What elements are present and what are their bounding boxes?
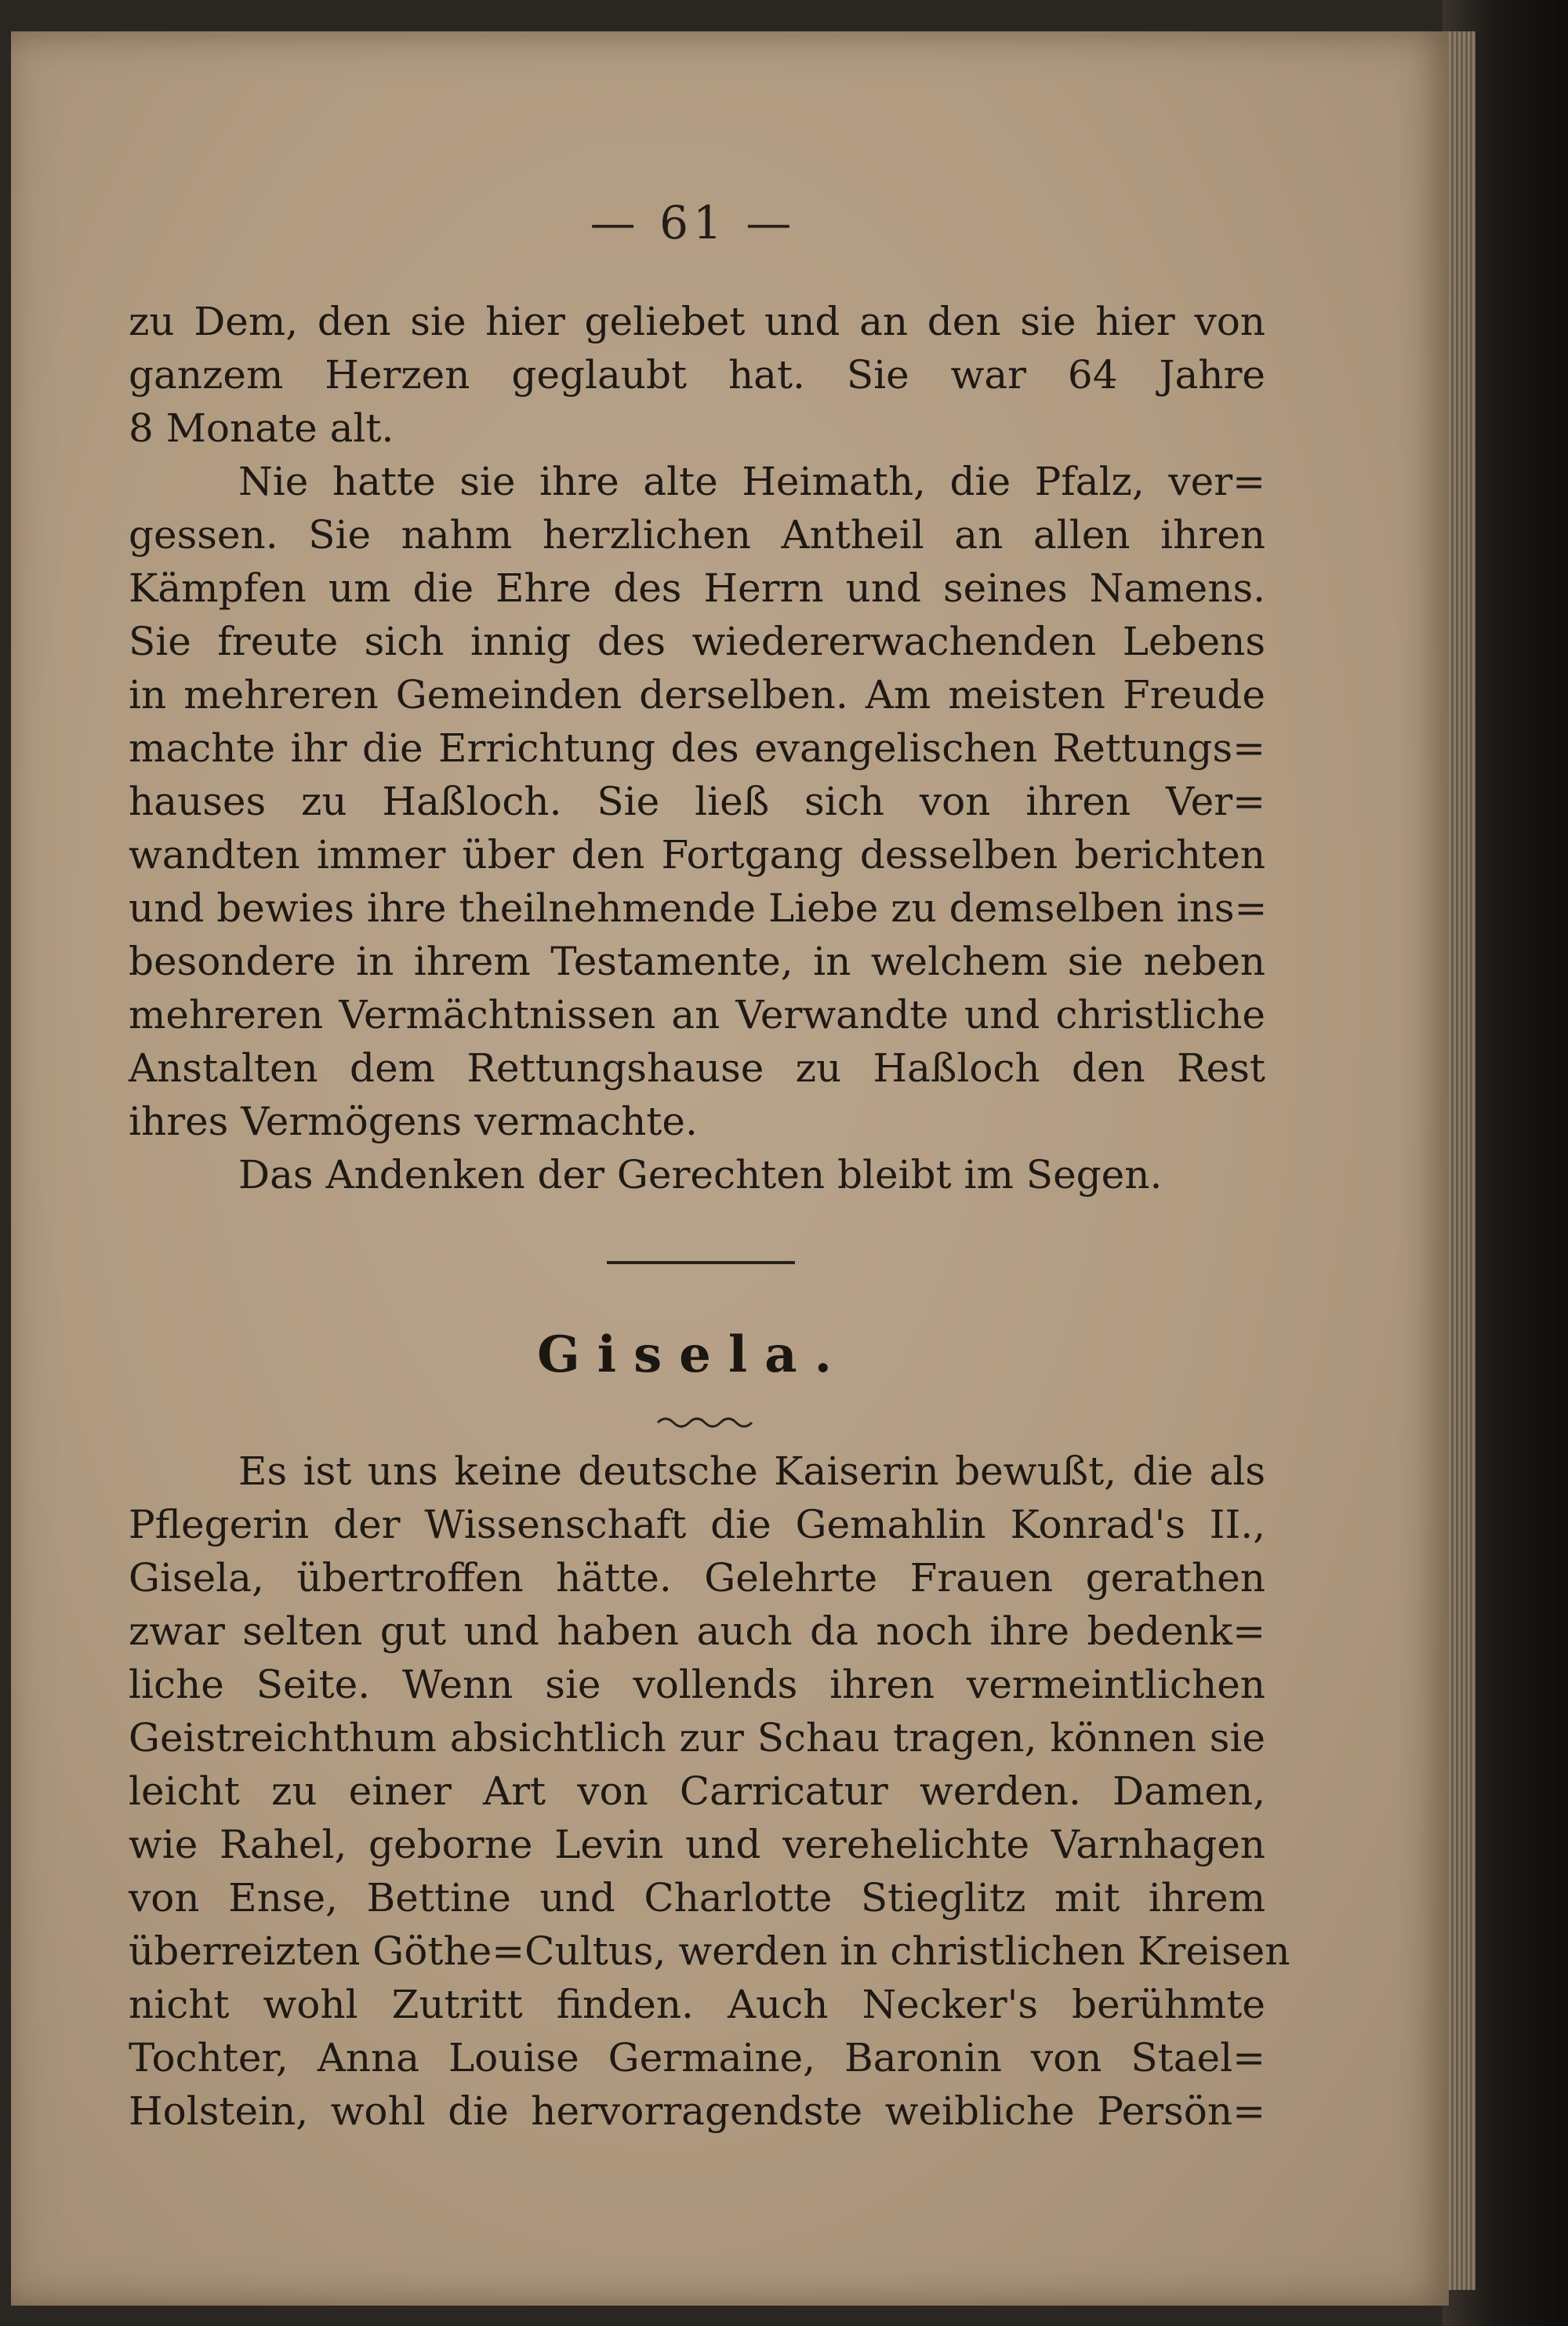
book-page xyxy=(11,31,1449,2306)
text-line: besondere in ihrem Testamente, in welchem sie neben xyxy=(129,939,1265,984)
text-line: Nie hatte sie ihre alte Heimath, die Pfalz, ver= xyxy=(238,459,1265,504)
text-line: machte ihr die Errichtung des evangelischen Rettungs= xyxy=(129,725,1265,771)
text-block-top xyxy=(129,295,1268,1201)
page-stack-edge xyxy=(1444,31,1475,2290)
text-line: ganzem Herzen geglaubt hat. Sie war 64 Jahre xyxy=(129,352,1265,398)
text-line: liche Seite. Wenn sie vollends ihren vermeintlichen xyxy=(129,1662,1265,1707)
text-line: Anstalten dem Rettungshause zu Haßloch den Rest xyxy=(129,1045,1265,1091)
text-line: hauses zu Haßloch. Sie ließ sich von ihren Ver= xyxy=(129,779,1265,824)
text-line: wie Rahel, geborne Levin und verehelichte Varnhagen xyxy=(129,1822,1265,1867)
text-line: Sie freute sich innig des wiedererwachenden Lebens xyxy=(129,619,1265,664)
wavy-ornament-icon xyxy=(654,1413,756,1432)
text-line: zu Dem, den sie hier geliebet und an den sie hier von xyxy=(129,299,1265,344)
text-line: ihres Vermögens vermachte. xyxy=(129,1099,698,1144)
text-line: Geistreichthum absichtlich zur Schau tragen, können sie xyxy=(129,1715,1265,1761)
section-divider xyxy=(607,1261,795,1264)
text-line: leicht zu einer Art von Carricatur werden. Damen, xyxy=(129,1768,1265,1814)
page-number: — 61 — xyxy=(590,196,797,249)
text-line: und bewies ihre theilnehmende Liebe zu demselben ins= xyxy=(129,885,1268,931)
text-line: gessen. Sie nahm herzlichen Antheil an allen ihren xyxy=(129,512,1265,558)
text-line: in mehreren Gemeinden derselben. Am meisten Freude xyxy=(129,672,1265,718)
text-line: Gisela, übertroffen hätte. Gelehrte Frauen gerathen xyxy=(129,1555,1265,1601)
text-line: zwar selten gut und haben auch da noch ihre bedenk= xyxy=(129,1608,1265,1654)
text-line: wandten immer über den Fortgang desselben berichten xyxy=(129,832,1265,878)
section-title: Gisela. xyxy=(537,1325,849,1384)
text-line: 8 Monate alt. xyxy=(129,405,394,451)
text-block-bottom xyxy=(129,1445,1290,2138)
text-line: Pflegerin der Wissenschaft die Gemahlin Konrad's II., xyxy=(129,1502,1265,1547)
text-line: Es ist uns keine deutsche Kaiserin bewußt, die als xyxy=(238,1448,1265,1494)
text-line: Tochter, Anna Louise Germaine, Baronin von Stael= xyxy=(129,2035,1265,2081)
text-line: überreizten Göthe=Cultus, werden in christlichen Kreisen xyxy=(129,1928,1290,1974)
text-line: Das Andenken der Gerechten bleibt im Segen. xyxy=(238,1152,1163,1198)
text-line: von Ense, Bettine und Charlotte Stieglitz mit ihrem xyxy=(129,1875,1265,1921)
text-line: Kämpfen um die Ehre des Herrn und seines Namens. xyxy=(129,565,1265,611)
text-line: mehreren Vermächtnissen an Verwandte und christliche xyxy=(129,992,1265,1038)
text-line: nicht wohl Zutritt finden. Auch Necker's berühmte xyxy=(129,1982,1265,2027)
text-line: Holstein, wohl die hervorragendste weibliche Persön= xyxy=(129,2088,1265,2134)
